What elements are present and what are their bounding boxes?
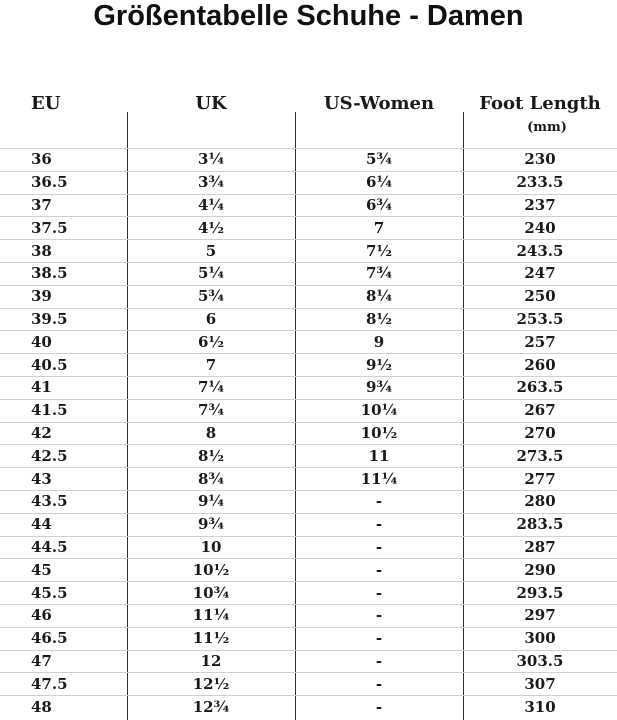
table-cell-us-women: 9½ <box>365 355 393 374</box>
table-cell-foot-length: 260 <box>524 355 556 374</box>
table-cell-eu: 45.5 <box>31 583 68 602</box>
table-cell-uk: 11½ <box>192 629 230 648</box>
table-cell-foot-length: 290 <box>524 560 556 579</box>
table-row <box>0 490 617 513</box>
table-cell-uk: 10 <box>200 537 222 556</box>
table-cell-foot-length: 250 <box>524 287 556 306</box>
table-cell-us-women: 9 <box>373 332 385 351</box>
table-cell-eu: 42.5 <box>31 446 68 465</box>
table-cell-eu: 38 <box>31 241 52 260</box>
table-cell-us-women: - <box>375 583 383 602</box>
table-cell-foot-length: 233.5 <box>516 173 564 192</box>
table-row <box>0 216 617 239</box>
table-row <box>0 194 617 217</box>
table-cell-us-women: 11¼ <box>360 469 398 488</box>
table-cell-us-women: 8½ <box>365 309 393 328</box>
table-cell-us-women: - <box>375 515 383 534</box>
table-cell-eu: 40 <box>31 332 52 351</box>
table-cell-eu: 39 <box>31 287 52 306</box>
table-cell-uk: 12 <box>200 651 222 670</box>
table-cell-uk: 6½ <box>197 332 225 351</box>
table-cell-eu: 36.5 <box>31 173 68 192</box>
table-cell-uk: 11¼ <box>192 606 230 625</box>
column-header-foot-length-label: Foot Length <box>479 93 601 114</box>
table-cell-foot-length: 257 <box>524 332 556 351</box>
table-cell-foot-length: 287 <box>524 537 556 556</box>
table-row <box>0 330 617 353</box>
table-cell-eu: 44.5 <box>31 537 68 556</box>
table-row <box>0 536 617 559</box>
table-cell-eu: 37.5 <box>31 218 68 237</box>
table-cell-eu: 47.5 <box>31 674 68 693</box>
table-cell-us-women: 5¾ <box>365 150 393 169</box>
table-cell-us-women: - <box>375 537 383 556</box>
table-row <box>0 285 617 308</box>
table-cell-foot-length: 237 <box>524 195 556 214</box>
table-cell-foot-length: 267 <box>524 401 556 420</box>
table-cell-eu: 46.5 <box>31 629 68 648</box>
table-cell-foot-length: 293.5 <box>516 583 564 602</box>
table-header-row <box>0 94 617 138</box>
table-row <box>0 581 617 604</box>
table-cell-foot-length: 243.5 <box>516 241 564 260</box>
table-row <box>0 239 617 262</box>
table-cell-us-women: - <box>375 560 383 579</box>
column-header-foot-length-unit: (mm) <box>527 120 567 135</box>
table-cell-us-women: 7 <box>373 218 385 237</box>
table-cell-us-women: 10¼ <box>360 401 398 420</box>
column-header-eu: EU <box>31 93 61 114</box>
table-row <box>0 422 617 445</box>
table-row <box>0 513 617 536</box>
table-cell-uk: 10¾ <box>192 583 230 602</box>
table-cell-us-women: 6¼ <box>365 173 393 192</box>
table-cell-eu: 42 <box>31 423 52 442</box>
table-cell-uk: 8 <box>205 423 217 442</box>
table-cell-uk: 12¾ <box>192 697 230 716</box>
table-cell-us-women: - <box>375 651 383 670</box>
table-cell-eu: 44 <box>31 515 52 534</box>
table-cell-eu: 41 <box>31 378 52 397</box>
table-cell-foot-length: 263.5 <box>516 378 564 397</box>
table-cell-us-women: 10½ <box>360 423 398 442</box>
table-row <box>0 672 617 695</box>
table-row <box>0 262 617 285</box>
table-cell-foot-length: 280 <box>524 492 556 511</box>
table-cell-eu: 48 <box>31 697 52 716</box>
table-cell-uk: 8½ <box>197 446 225 465</box>
table-cell-foot-length: 273.5 <box>516 446 564 465</box>
table-row <box>0 467 617 490</box>
table-cell-us-women: - <box>375 674 383 693</box>
table-cell-eu: 43 <box>31 469 52 488</box>
table-cell-uk: 7¼ <box>197 378 225 397</box>
table-row <box>0 376 617 399</box>
table-cell-eu: 41.5 <box>31 401 68 420</box>
table-cell-uk: 6 <box>205 309 217 328</box>
table-cell-uk: 5¼ <box>197 264 225 283</box>
table-cell-uk: 9¾ <box>197 515 225 534</box>
table-cell-uk: 4¼ <box>197 195 225 214</box>
table-cell-us-women: 9¾ <box>365 378 393 397</box>
table-cell-uk: 9¼ <box>197 492 225 511</box>
table-cell-eu: 39.5 <box>31 309 68 328</box>
table-cell-us-women: - <box>375 492 383 511</box>
table-cell-foot-length: 300 <box>524 629 556 648</box>
table-cell-foot-length: 303.5 <box>516 651 564 670</box>
table-cell-us-women: - <box>375 629 383 648</box>
table-cell-uk: 3¼ <box>197 150 225 169</box>
table-cell-uk: 5 <box>205 241 217 260</box>
table-row <box>0 695 617 718</box>
table-cell-us-women: 7½ <box>365 241 393 260</box>
table-cell-foot-length: 253.5 <box>516 309 564 328</box>
table-cell-eu: 38.5 <box>31 264 68 283</box>
table-cell-foot-length: 297 <box>524 606 556 625</box>
table-cell-us-women: 8¼ <box>365 287 393 306</box>
table-cell-foot-length: 307 <box>524 674 556 693</box>
table-cell-eu: 47 <box>31 651 52 670</box>
table-row <box>0 353 617 376</box>
table-cell-uk: 5¾ <box>197 287 225 306</box>
table-cell-eu: 46 <box>31 606 52 625</box>
page-title: Größentabelle Schuhe - Damen <box>93 0 524 32</box>
table-cell-foot-length: 247 <box>524 264 556 283</box>
table-cell-uk: 7 <box>205 355 217 374</box>
table-cell-us-women: 11 <box>368 446 390 465</box>
table-cell-eu: 40.5 <box>31 355 68 374</box>
table-cell-eu: 36 <box>31 150 52 169</box>
table-row <box>0 148 617 171</box>
table-row <box>0 627 617 650</box>
column-header-uk: UK <box>195 93 227 114</box>
table-row <box>0 650 617 673</box>
table-row <box>0 444 617 467</box>
table-row <box>0 308 617 331</box>
table-cell-uk: 12½ <box>192 674 230 693</box>
table-row <box>0 558 617 581</box>
table-cell-us-women: - <box>375 606 383 625</box>
table-cell-foot-length: 283.5 <box>516 515 564 534</box>
table-row <box>0 604 617 627</box>
table-cell-eu: 45 <box>31 560 52 579</box>
table-cell-foot-length: 240 <box>524 218 556 237</box>
table-cell-foot-length: 277 <box>524 469 556 488</box>
table-cell-us-women: - <box>375 697 383 716</box>
table-row <box>0 399 617 422</box>
table-cell-uk: 4½ <box>197 218 225 237</box>
column-header-us-women: US-Women <box>323 93 435 114</box>
table-cell-uk: 3¾ <box>197 173 225 192</box>
table-cell-foot-length: 310 <box>524 697 556 716</box>
table-body <box>0 148 617 718</box>
column-header-foot-length <box>463 94 617 138</box>
table-cell-uk: 10½ <box>192 560 230 579</box>
table-cell-us-women: 7¾ <box>365 264 393 283</box>
table-cell-foot-length: 230 <box>524 150 556 169</box>
table-cell-us-women: 6¾ <box>365 195 393 214</box>
table-cell-uk: 7¾ <box>197 401 225 420</box>
table-cell-eu: 37 <box>31 195 52 214</box>
table-cell-foot-length: 270 <box>524 423 556 442</box>
table-row <box>0 171 617 194</box>
table-cell-eu: 43.5 <box>31 492 68 511</box>
table-cell-uk: 8¾ <box>197 469 225 488</box>
